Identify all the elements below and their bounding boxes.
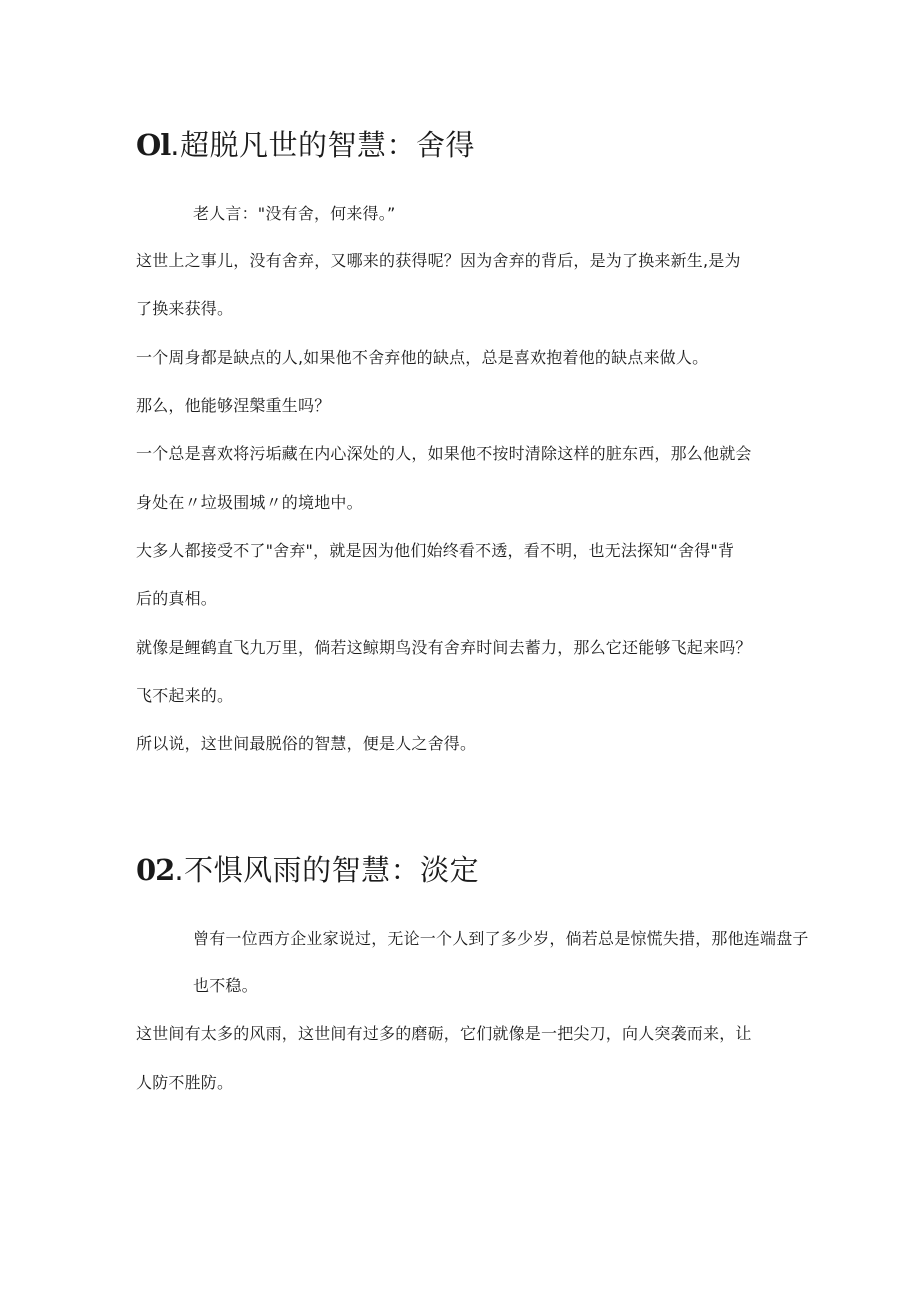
section1-line: 大多人都接受不了"舍弃"，就是因为他们始终看不透，看不明，也无法探知“舍得"背: [136, 541, 735, 560]
section1-line: 飞不起来的。: [136, 686, 234, 705]
section1-title: .超脱凡世的智慧：舍得: [170, 128, 475, 162]
section2-line: 人防不胜防。: [136, 1073, 234, 1092]
section1-number: Ol: [136, 128, 171, 162]
section2-title: .不惧风雨的智慧：淡定: [174, 853, 480, 887]
section1-quote: 老人言："没有舍，何来得。”: [193, 204, 396, 223]
section1-line: 一个周身都是缺点的人,如果他不舍弃他的缺点，总是喜欢抱着他的缺点来做人。: [136, 348, 709, 367]
section1-line: 后的真相。: [136, 589, 218, 608]
section2-line: 这世间有太多的风雨，这世间有过多的磨砺，它们就像是一把尖刀，向人突袭而来，让: [136, 1024, 752, 1043]
section2-quote-line: 也不稳。: [193, 976, 258, 995]
section2-heading: [136, 853, 479, 887]
section1-line: 这世上之事儿，没有舍弃，又哪来的获得呢？因为舍弃的背后，是为了换来新生,是为: [136, 251, 741, 270]
section1-line: 那么，他能够涅槃重生吗？: [136, 396, 331, 415]
section1-line: 了换来获得。: [136, 299, 234, 318]
section1-heading: [136, 128, 475, 162]
section1-line: 一个总是喜欢将污垢藏在内心深处的人，如果他不按时清除这样的脏东西，那么他就会: [136, 444, 752, 463]
section1-line: 身处在〃垃圾围城〃的境地中。: [136, 493, 363, 512]
section1-line: 所以说，这世间最脱俗的智慧，便是人之舍得。: [136, 734, 477, 753]
section2-number: 02: [136, 853, 175, 887]
section1-line: 就像是鲤鹤直飞九万里，倘若这鲸期鸟没有舍弃时间去蓄力，那么它还能够飞起来吗？: [136, 638, 752, 657]
section2-quote-line: 曾有一位西方企业家说过，无论一个人到了多少岁，倘若总是惊慌失措，那他连端盘子: [193, 929, 809, 948]
